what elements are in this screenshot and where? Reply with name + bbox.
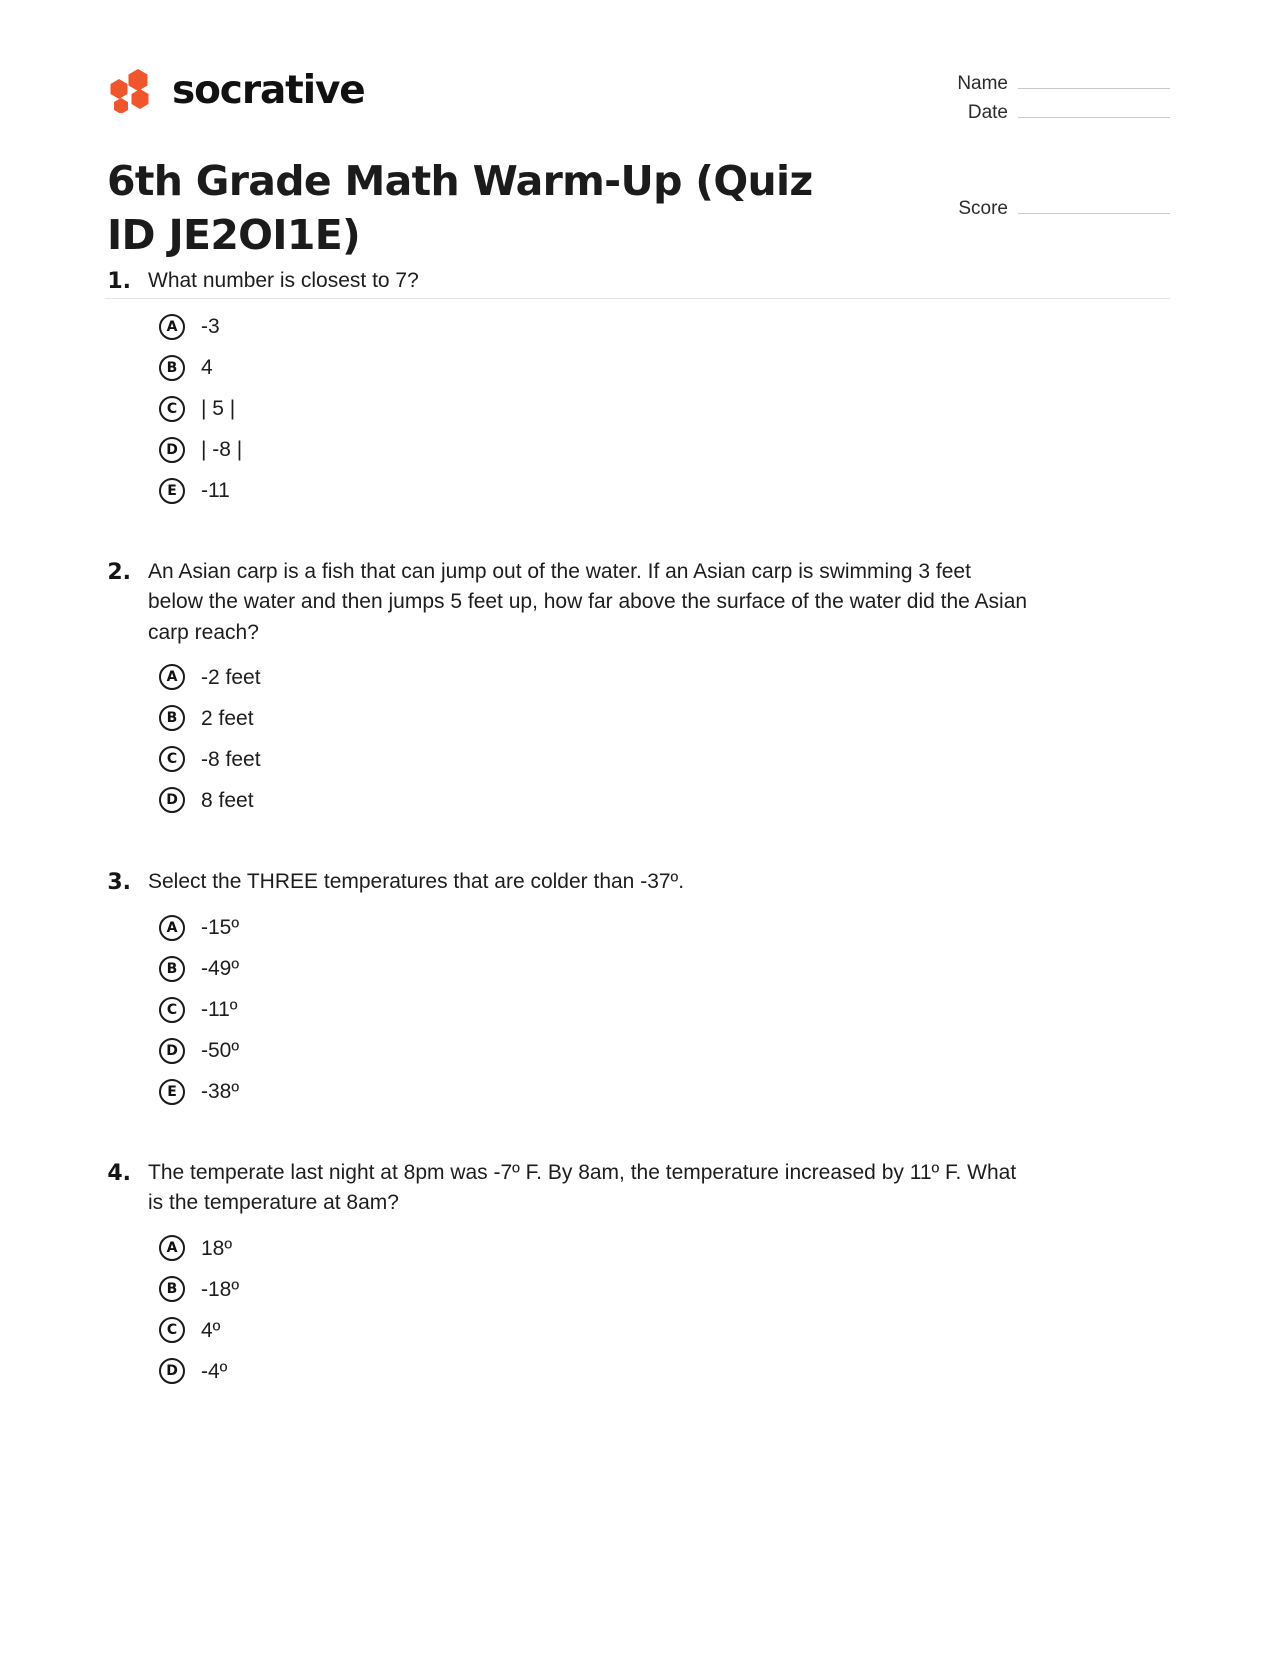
- name-field-input[interactable]: [1018, 70, 1170, 89]
- choice-label: -4º: [201, 1359, 228, 1383]
- socrative-hexagon-logo-icon: [107, 68, 155, 113]
- date-field-row: [932, 99, 1170, 128]
- brand-name: socrative: [172, 67, 365, 113]
- choice-bubble-b[interactable]: B: [159, 956, 185, 982]
- choice-label: | -8 |: [201, 438, 243, 462]
- date-field-label: Date: [967, 102, 1008, 123]
- choice-option[interactable]: [107, 429, 1170, 470]
- choice-label: -50º: [201, 1039, 240, 1063]
- choice-option[interactable]: [107, 657, 1170, 698]
- choice-bubble-c[interactable]: C: [159, 396, 185, 422]
- question-text: The temperate last night at 8pm was -7º F. By 8am, the temperature increased by 11º F. What is the temperature at 8am?: [148, 1161, 1017, 1215]
- choice-list: [107, 907, 1170, 1112]
- choice-label: 4: [201, 356, 213, 380]
- choice-option[interactable]: [107, 1071, 1170, 1112]
- question-heading: [107, 557, 1170, 648]
- choice-bubble-c[interactable]: C: [159, 1317, 185, 1343]
- student-info-fields: [932, 70, 1170, 224]
- choice-label: 8 feet: [201, 788, 254, 812]
- question-heading: [107, 867, 1170, 898]
- page-header: [0, 0, 1275, 260]
- choice-option[interactable]: [107, 948, 1170, 989]
- choice-option[interactable]: [107, 347, 1170, 388]
- choice-bubble-c[interactable]: C: [159, 997, 185, 1023]
- choice-bubble-a[interactable]: A: [159, 915, 185, 941]
- question-text: What number is closest to 7?: [148, 269, 419, 292]
- choice-bubble-a[interactable]: A: [159, 1235, 185, 1261]
- choice-bubble-c[interactable]: C: [159, 746, 185, 772]
- choice-bubble-a[interactable]: A: [159, 314, 185, 340]
- choice-list: [107, 657, 1170, 821]
- choice-bubble-e[interactable]: E: [159, 478, 185, 504]
- question-heading: [107, 266, 1170, 297]
- choice-option[interactable]: [107, 306, 1170, 347]
- choice-bubble-d[interactable]: D: [159, 1038, 185, 1064]
- question-item: [107, 557, 1170, 821]
- question-text: Select the THREE temperatures that are colder than -37º.: [148, 869, 685, 893]
- choice-label: -8 feet: [201, 747, 261, 771]
- choice-option[interactable]: [107, 388, 1170, 429]
- choice-option[interactable]: [107, 1351, 1170, 1392]
- choice-label: -11: [201, 479, 230, 503]
- choice-bubble-a[interactable]: A: [159, 664, 185, 690]
- choice-option[interactable]: [107, 739, 1170, 780]
- choice-label: -3: [201, 315, 220, 339]
- score-field-row: [932, 195, 1170, 224]
- choice-option[interactable]: [107, 470, 1170, 511]
- choice-bubble-d[interactable]: D: [159, 787, 185, 813]
- choice-label: 18º: [201, 1236, 233, 1260]
- score-field-label: Score: [958, 198, 1008, 219]
- name-field-label: Name: [957, 73, 1008, 94]
- choice-option[interactable]: [107, 1310, 1170, 1351]
- choice-option[interactable]: [107, 1228, 1170, 1269]
- choice-option[interactable]: [107, 780, 1170, 821]
- choice-option[interactable]: [107, 907, 1170, 948]
- question-number: 3.: [107, 869, 131, 895]
- choice-option[interactable]: [107, 1030, 1170, 1071]
- choice-label: | 5 |: [201, 397, 236, 421]
- question-heading: [107, 1158, 1170, 1218]
- question-number: 4.: [107, 1161, 131, 1187]
- choice-label: -2 feet: [201, 665, 261, 689]
- choice-option[interactable]: [107, 1269, 1170, 1310]
- question-text: An Asian carp is a fish that can jump out of the water. If an Asian carp is swimming 3 feet below the water and then jumps 5 feet up, how far above the surface of the water did the Asian carp reach?: [148, 560, 1028, 644]
- choice-option[interactable]: [107, 698, 1170, 739]
- question-item: [107, 266, 1170, 511]
- question-number: 1.: [107, 269, 131, 294]
- choice-bubble-b[interactable]: B: [159, 1276, 185, 1302]
- choice-list: [107, 306, 1170, 511]
- date-field-input[interactable]: [1018, 99, 1170, 118]
- choice-label: 2 feet: [201, 706, 254, 730]
- choice-bubble-b[interactable]: B: [159, 705, 185, 731]
- choice-label: -15º: [201, 916, 240, 940]
- choice-bubble-d[interactable]: D: [159, 437, 185, 463]
- question-item: [107, 1158, 1170, 1391]
- header-divider: [105, 298, 1170, 299]
- choice-bubble-e[interactable]: E: [159, 1079, 185, 1105]
- choice-label: -11º: [201, 998, 238, 1022]
- choice-label: -38º: [201, 1080, 240, 1104]
- choice-label: 4º: [201, 1318, 221, 1342]
- page-title: 6th Grade Math Warm-Up (Quiz ID JE2OI1E): [107, 157, 813, 260]
- choice-label: -18º: [201, 1277, 240, 1301]
- question-item: [107, 867, 1170, 1112]
- name-field-row: [932, 70, 1170, 99]
- choice-label: -49º: [201, 957, 240, 981]
- question-number: 2.: [107, 560, 131, 586]
- score-field-input[interactable]: [1018, 195, 1170, 214]
- choice-option[interactable]: [107, 989, 1170, 1030]
- choice-list: [107, 1228, 1170, 1392]
- choice-bubble-d[interactable]: D: [159, 1358, 185, 1384]
- question-list: [0, 266, 1275, 1392]
- choice-bubble-b[interactable]: B: [159, 355, 185, 381]
